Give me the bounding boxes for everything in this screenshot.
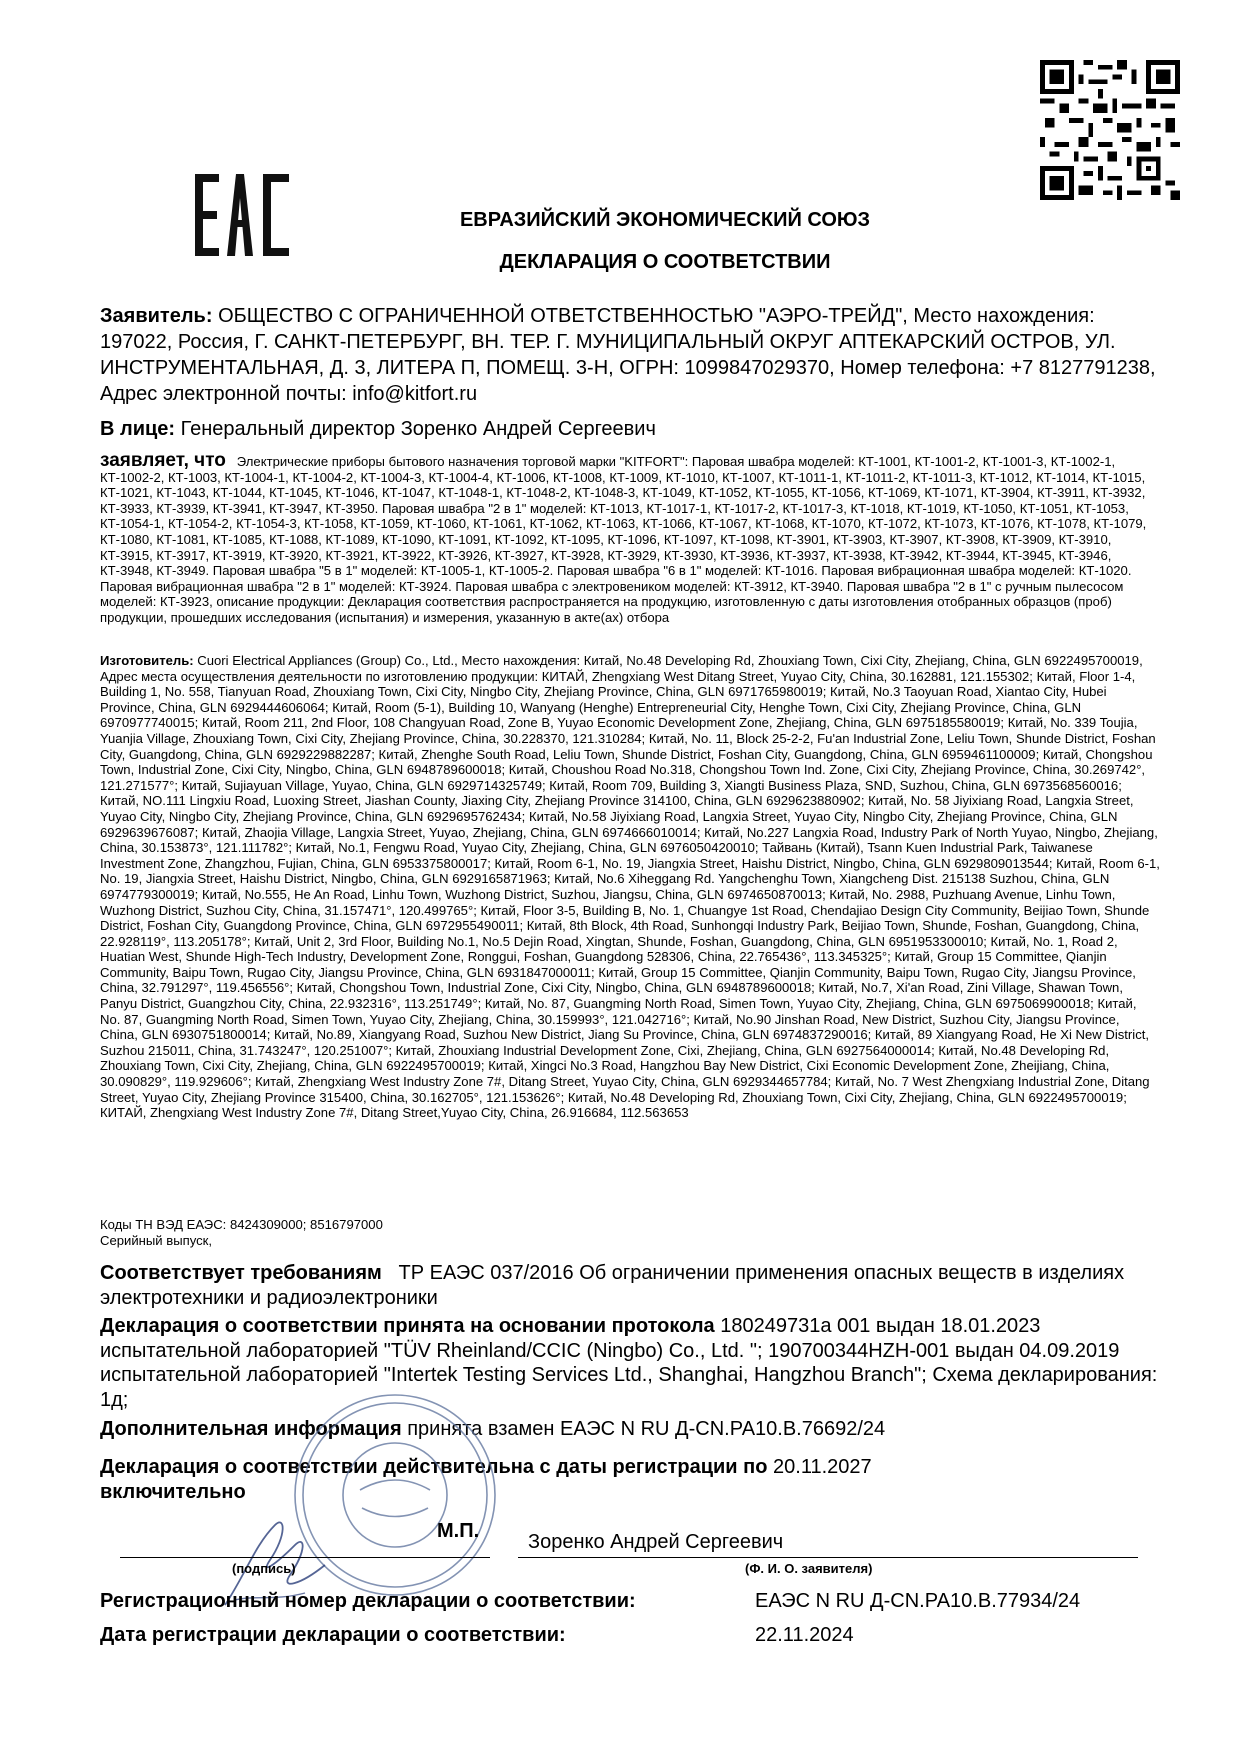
- complies-label: Соответствует требованиям: [100, 1262, 382, 1284]
- declares-label: заявляет, что: [100, 450, 226, 471]
- applicant-text: ОБЩЕСТВО С ОГРАНИЧЕННОЙ ОТВЕТСТВЕННОСТЬЮ "АЭРО-ТРЕЙД", Место нахождения: 197022, Россия, Г. САНКТ-ПЕТЕРБУРГ, ВН. ТЕР. Г. МУНИЦИПАЛЬНЫЙ ОКРУГ АПТЕКАРСКИЙ ОСТРОВ, УЛ. ИНСТРУМЕНТАЛЬНАЯ, Д. 3, ЛИТЕРА П, ПОМЕЩ. 3-Н, ОГРН: 1099847029370, Номер телефона: +7 8127791238, Адрес электронной почты: info@kitfort.ru: [100, 305, 1156, 405]
- basis-section: [100, 1314, 1160, 1412]
- validity-date: 20.11.2027: [773, 1456, 872, 1478]
- hs-codes: Коды ТН ВЭД ЕАЭС: 8424309000; 8516797000: [100, 1217, 383, 1232]
- name-caption: (Ф. И. О. заявителя): [745, 1561, 873, 1576]
- signature-line: [120, 1557, 490, 1558]
- complies-section: [100, 1261, 1160, 1310]
- validity-label: Декларация о соответствии действительна с даты регистрации по: [100, 1456, 768, 1478]
- declares-text: Электрические приборы бытового назначения торговой марки "KITFORT": Паровая швабра моделей: КТ-1001, КТ-1001-2, КТ-1001-3, КТ-1002-1, КТ-1002-2, КТ-1003, КТ-1004-1, КТ-1004-2, КТ-1004-3, КТ-1004-4, КТ-1006, КТ-1008, КТ-1009, КТ-1010, КТ-1007, КТ-1011-1, КТ-1011-2, КТ-1011-3, КТ-1012, КТ-1014, КТ-1015, КТ-1021, КТ-1043, КТ-1044, КТ-1045, КТ-1046, КТ-1047, КТ-1048-1, КТ-1048-2, КТ-1048-3, КТ-1049, КТ-1052, КТ-1055, КТ-1056, КТ-1069, КТ-1071, КТ-3904, КТ-3911, КТ-3932, КТ-3933, КТ-3939, КТ-3941, КТ-3947, КТ-3950. Паровая швабра "2 в 1" моделей: КТ-1013, КТ-1017-1, КТ-1017-2, КТ-1017-3, КТ-1018, КТ-1019, КТ-1050, КТ-1051, КТ-1053, КТ-1054-1, КТ-1054-2, КТ-1054-3, КТ-1058, КТ-1059, КТ-1060, КТ-1061, КТ-1062, КТ-1063, КТ-1066, КТ-1067, КТ-1068, КТ-1070, КТ-1072, КТ-1073, КТ-1076, КТ-1078, КТ-1079, КТ-1080, КТ-1081, КТ-1085, КТ-1088, КТ-1089, КТ-1090, КТ-1091, КТ-1092, КТ-1095, КТ-1096, КТ-1097, КТ-1098, КТ-3901, КТ-3903, КТ-3907, КТ-3908, КТ-3909, КТ-3910, КТ-3915, КТ-3917, КТ-3919, КТ-3920, КТ-3921, КТ-3922, КТ-3926, КТ-3927, КТ-3928, КТ-3929, КТ-3930, КТ-3936, КТ-3937, КТ-3938, КТ-3942, КТ-3944, КТ-3945, КТ-3946, КТ-3948, КТ-3949. Паровая швабра "5 в 1" моделей: КТ-1005-1, КТ-1005-2. Паровая швабра "6 в 1" моделей: КТ-1016. Паровая вибрационная швабра моделей: КТ-1020. Паровая вибрационная швабра "2 в 1" моделей: КТ-3924. Паровая швабра с электровеником моделей: КТ-3912, КТ-3940. Паровая швабра "2 в 1" с ручным пылесосом моделей: КТ-3923, описание продукции: Декларация соответствия распространяется на продукцию, изготовленную с даты изготовления отобранных образцов (проб) продукции, прошедших исследования (испытания) и измерения, указанную в акте(ах) отбора: [100, 454, 1147, 625]
- registration-date-label: Дата регистрации декларации о соответствии:: [100, 1624, 566, 1646]
- registration-date-value: 22.11.2024: [755, 1624, 854, 1646]
- seal-place-label: М.П.: [437, 1520, 480, 1542]
- signature-caption: (подпись): [232, 1561, 296, 1576]
- name-line: [518, 1557, 1138, 1558]
- in-person-text: Генеральный директор Зоренко Андрей Сергеевич: [180, 418, 656, 440]
- basis-text: 180249731a 001 выдан 18.01.2023 испытательной лабораторией "TÜV Rheinland/CCIC (Ningbo) Co., Ltd. "; 190700344HZH-001 выдан 04.09.2019 испытательной лабораторией "Intertek Testing Services Ltd., Shanghai, Hangzhou Branch"; Схема декларирования: 1д;: [100, 1315, 1158, 1411]
- additional-info-text: принята взамен ЕАЭС N RU Д-CN.РА10.В.76692/24: [407, 1418, 886, 1440]
- applicant-section: [100, 303, 1160, 407]
- qr-code: [1040, 60, 1180, 200]
- declares-section: [100, 450, 1160, 626]
- in-person-label: В лице:: [100, 418, 176, 440]
- manufacturer-text: Cuori Electrical Appliances (Group) Co., Ltd., Место нахождения: Китай, No.48 Developing Rd, Zhouxiang Town, Cixi City, Zhejiang, China, GLN 6922495700019, Адрес места осуществления деятельности по изготовлению продукции: КИТАЙ, Zhengxiang West Ditang Street, Yuyao City, China, 30.162881, 121.155302; Китай, Floor 1-4, Building 1, No. 558, Tianyuan Road, Zhouxiang Town, Cixi City, Ningbo City, Zhejiang Province, China, GLN 6971765980019; Китай, No.3 Taoyuan Road, Xiantao City, Hubei Province, China, GLN 6929444606064; Китай, Room (5-1), Building 10, Wanyang (Henghe) Entrepreneurial City, Henghe Town, Cixi City, Zhejiang Province, China, GLN 6970977740015; Китай, Room 211, 2nd Floor, 108 Changyuan Road, Zone B, Yuyao Economic Development Zone, Zhejiang, China, GLN 6975185580019; Китай, No. 339 Toujia, Yuanjia Village, Zhouxiang Town, Cixi City, Zhejiang Province, China, 30.228370, 121.310284; Китай, No. 11, Block 25-2-2, Fu'an Industrial Zone, Leliu Town, Shunde District, Foshan City, Guangdong, China, GLN 6929229882287; Китай, Zhenghe South Road, Leliu Town, Shunde District, Foshan City, Guangdong, China, GLN 6959461100009; Китай, Chongshou Town, Industrial Zone, Cixi City, Ningbo, China, GLN 6948789600018; Китай, Choushou Road No.318, Chongshou Town Ind. Zone, Cixi City, Zhejiang Province, China, 30.269742°, 121.271577°; Китай, Sujiayuan Village, Yuyao, China, GLN 6929714325749; Китай, Room 709, Building 3, Xiangti Business Plaza, SND, Suzhou, China, GLN 6973568560016; Китай, NO.111 Lingxiu Road, Luoxing Street, Jiashan County, Jiaxing City, Zhejiang Province 314100, China, GLN 6929623880902; Китай, No. 58 Jiyixiang Road, Langxia Street, Yuyao City, Ningbo City, Zhejiang Province, China, GLN 6929695762434; Китай, No.58 Jiyixiang Road, Langxia Street, Yuyao City, Ningbo City, Zhejiang Province, China, GLN 6929639676087; Китай, Zhaojia Village, Langxia Street, Yuyao, Zhejiang, China, GLN 6974666010014; Китай, No.227 Langxia Road, Industry Park of North Yuyao, Ningbo, Zhejiang, China, 30.153873°, 121.111782°; Китай, No.1, Fengwu Road, Yuyao City, Zhejiang, China, GLN 6976050420010; Тайвань (Китай), Tsann Kuen Industrial Park, Taiwanese Investment Zone, Zhangzhou, Fujian, China, GLN 6953375800017; Китай, Room 6-1, No. 19, Jiangxia Street, Haishu District, Ningbo, China, GLN 6929809013544; Китай, Room 6-1, No. 19, Jiangxia Street, Haishu District, Ningbo, China, GLN 6929165871963; Китай, No.6 Xiheggang Rd. Yangchenghu Town, Xiangcheng Dist. 215138 Suzhou, China, GLN 6974779300019; Китай, No.555, He An Road, Linhu Town, Wuzhong District, Suzhou, Jiangsu, China, GLN 6974650870013; Китай, No. 2988, Puzhuang Avenue, Linhu Town, Wuzhong District, Suzhou City, China, 31.157471°, 120.499765°; Китай, Floor 3-5, Building B, No. 1, Chuangye 1st Road, Chendajiao Design City Community, Beijiao Town, Shunde District, Foshan City, Guangdong Province, China, GLN 6972955490011; Китай, 8th Block, 4th Road, Sunhongqi Industry Park, Beijiao Town, Shunde, Foshan, Guangdong, China, 22.928119°, 113.205178°; Китай, Unit 2, 3rd Floor, Building No.1, No.5 Dejin Road, Xingtan, Shunde, Foshan, Guangdong, China, GLN 6951953300010; Китай, No. 1, Road 2, Huatian West, Shunde High-Tech Industry, Development Zone, Ronggui, Foshan, Guangdong 528306, China, 22.765436°, 113.345325°; Китай, Group 15 Committee, Qianjin Community, Baipu Town, Rugao City, Jiangsu Province, China, GLN 6931847000011; Китай, Group 15 Committee, Qianjin Community, Baipu Town, Rugao City, Jiangsu Province, China, 32.791297°, 119.456556°; Китай, Chongshou Town, Industrial Zone, Cixi City, Ningbo, China, GLN 6948789600018; Китай, No.7, Xi'an Road, Zini Village, Shawan Town, Panyu District, Guangzhou City, China, 22.932316°, 113.251749°; Китай, No. 87, Guangming North Road, Simen Town, Yuyao City, Zhejiang, China, GLN 6975069900018; Китай, No. 87, Guangming North Road, Simen Town, Yuyao City, Zhejiang, China, 30.159993°, 121.042716°; Китай, No.90 Jinshan Road, New District, Suzhou City, Jiangsu Province, China, GLN 6930751800014; Китай, No.89, Xiangyang Road, Suzhou New District, Jiang Su Province, China, GLN 6974837290016; Китай, 89 Xiangyang Road, He Xi New District, Suzhou 215011, China, 31.743247°, 120.251007°; Китай, Zhouxiang Industrial Development Zone, Cixi, Zhejiang, China, GLN 6927564000014; Китай, No.48 Developing Rd, Zhouxiang Town, Cixi City, Zhejiang, China, GLN 6922495700019; Китай, Xingci No.3 Road, Hangzhou Bay New District, Cixi Economic Development Zone, Zheijiang, China, 30.090829°, 119.929606°; Китай, Zhengxiang West Industry Zone 7#, Ditang Street, Yuyao City, China, GLN 6929344657784; Китай, No. 7 West Zhengxiang Industrial Zone, Ditang Street, Yuyao City, Zhejiang Province 315400, China, 30.162705°, 121.153626°; Китай, No.48 Developing Rd, Zhouxiang Town, Cixi City, Zhejiang, China, GLN 6922495700019; КИТАЙ, Zhengxiang West Industry Zone 7#, Ditang Street,Yuyao City, China, 26.916684, 112.563653: [100, 653, 1160, 1121]
- validity-suffix: включительно: [100, 1480, 246, 1503]
- validity-section: [100, 1455, 1160, 1504]
- additional-info-label: Дополнительная информация: [100, 1418, 402, 1440]
- additional-info-section: [100, 1417, 1160, 1442]
- serial-production: Серийный выпуск,: [100, 1233, 213, 1248]
- applicant-label: Заявитель:: [100, 305, 213, 327]
- signer-name: Зоренко Андрей Сергеевич: [528, 1531, 784, 1553]
- manufacturer-label: Изготовитель:: [100, 653, 194, 668]
- registration-number-value: ЕАЭС N RU Д-CN.РА10.В.77934/24: [755, 1590, 1081, 1612]
- declaration-title: ДЕКЛАРАЦИЯ О СООТВЕТСТВИИ: [499, 251, 831, 273]
- registration-number-label: Регистрационный номер декларации о соответствии:: [100, 1590, 636, 1612]
- basis-label: Декларация о соответствии принята на основании протокола: [100, 1315, 715, 1337]
- in-person-section: [100, 416, 1160, 442]
- manufacturer-section: [100, 653, 1160, 1121]
- complies-text: ТР ЕАЭС 037/2016 Об ограничении применения опасных веществ в изделиях электротехники и радиоэлектроники: [100, 1262, 1125, 1309]
- union-title: ЕВРАЗИЙСКИЙ ЭКОНОМИЧЕСКИЙ СОЮЗ: [459, 209, 871, 231]
